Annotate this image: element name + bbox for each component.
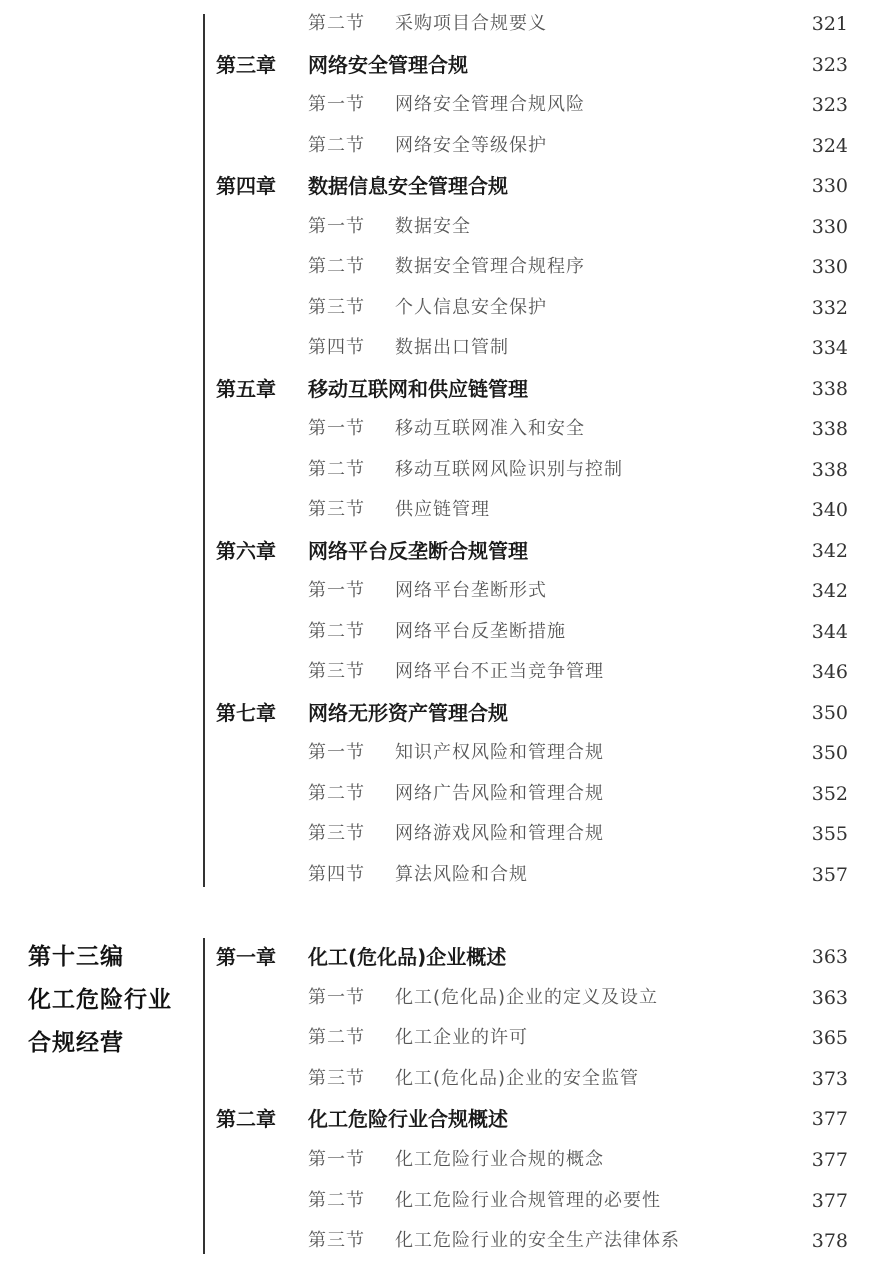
toc-entry-title: 个人信息安全保护 (395, 296, 547, 318)
toc-page-number: 338 (811, 458, 848, 481)
toc-section-row[interactable] (0, 1140, 870, 1180)
toc-entry-label: 第二节 (308, 1027, 365, 1049)
toc-entry-label: 第一节 (308, 742, 365, 763)
toc-page-number: 363 (811, 946, 848, 968)
toc-entry-title: 网络安全管理合规风险 (395, 94, 585, 115)
toc-section-row[interactable] (0, 126, 870, 166)
toc-page-number: 342 (811, 580, 848, 602)
toc-page-number: 352 (811, 782, 848, 805)
toc-entry-label: 第二节 (308, 256, 365, 277)
toc-page-number: 350 (811, 742, 848, 764)
toc-section-row[interactable] (0, 85, 870, 125)
toc-entry-label: 第三节 (308, 823, 365, 844)
toc-page-number: 355 (811, 823, 848, 845)
toc-page-number: 377 (811, 1149, 848, 1171)
toc-entry-label: 第二节 (308, 458, 365, 480)
toc-page-number: 357 (811, 863, 848, 886)
toc-chapter-row[interactable] (0, 1099, 870, 1139)
toc-section-row[interactable] (0, 814, 870, 854)
toc-entry-title: 数据安全管理合规程序 (395, 256, 585, 277)
toc-page-number: 334 (811, 337, 848, 359)
toc-page-number: 338 (811, 377, 848, 400)
toc-entry-label: 第二节 (308, 782, 365, 804)
toc-entry-label: 第二节 (308, 1189, 365, 1211)
toc-page-number: 350 (811, 701, 848, 724)
toc-entry-label: 第四章 (216, 174, 276, 198)
toc-chapter-row[interactable] (0, 693, 870, 733)
toc-chapter-row[interactable] (0, 531, 870, 571)
toc-page-number: 342 (811, 539, 848, 562)
toc-page-number: 377 (811, 1108, 848, 1131)
toc-entry-title: 移动互联网和供应链管理 (308, 376, 528, 401)
toc-entry-title: 网络广告风险和管理合规 (395, 782, 604, 804)
toc-section-row[interactable] (0, 4, 870, 44)
toc-chapter-row[interactable] (0, 937, 870, 977)
toc-entry-label: 第三节 (308, 296, 365, 318)
toc-page-number: 346 (811, 661, 848, 683)
toc-page-number: 340 (811, 499, 848, 521)
toc-entry-title: 网络平台反垄断措施 (395, 620, 566, 642)
toc-entry-label: 第一节 (308, 215, 365, 237)
toc-section-row[interactable] (0, 1018, 870, 1058)
toc-entry-title: 化工危险行业合规概述 (308, 1107, 508, 1132)
part-title-line-2: 合规经营 (28, 1029, 124, 1056)
toc-entry-title: 移动互联网风险识别与控制 (395, 458, 623, 480)
toc-entry-label: 第三节 (308, 661, 365, 682)
toc-entry-label: 第二章 (216, 1107, 276, 1132)
toc-section-row[interactable] (0, 571, 870, 611)
toc-entry-title: 化工(危化品)企业的安全监管 (395, 1067, 640, 1089)
toc-page-number: 373 (811, 1067, 848, 1090)
toc-chapter-row[interactable] (0, 166, 870, 206)
toc-chapter-row[interactable] (0, 369, 870, 409)
toc-entry-title: 知识产权风险和管理合规 (395, 742, 604, 763)
toc-entry-label: 第一节 (308, 418, 365, 439)
toc-section-row[interactable] (0, 328, 870, 368)
toc-page-number: 365 (811, 1027, 848, 1050)
toc-entry-label: 第二节 (308, 134, 365, 156)
toc-page-number: 330 (811, 215, 848, 238)
toc-entry-title: 化工危险行业的安全生产法律体系 (395, 1230, 680, 1252)
toc-section-row[interactable] (0, 490, 870, 530)
toc-entry-label: 第七章 (216, 700, 276, 725)
toc-entry-title: 移动互联网准入和安全 (395, 418, 585, 439)
toc-entry-title: 化工企业的许可 (395, 1027, 528, 1049)
toc-page-number: 321 (811, 13, 848, 35)
toc-page-number: 363 (811, 986, 848, 1009)
toc-entry-title: 数据出口管制 (395, 337, 509, 358)
toc-entry-label: 第三章 (216, 52, 276, 77)
toc-entry-label: 第一节 (308, 986, 365, 1008)
toc-entry-label: 第三节 (308, 499, 365, 520)
toc-entry-title: 采购项目合规要义 (395, 13, 547, 34)
toc-page-number: 344 (811, 620, 848, 643)
toc-entry-title: 网络安全等级保护 (395, 134, 547, 156)
toc-section-row[interactable] (0, 207, 870, 247)
toc-entry-label: 第一节 (308, 94, 365, 115)
toc-section-row[interactable] (0, 978, 870, 1018)
toc-entry-title: 网络平台反垄断合规管理 (308, 538, 528, 563)
toc-page-number: 332 (811, 296, 848, 319)
toc-chapter-row[interactable] (0, 45, 870, 85)
toc-entry-title: 化工危险行业合规管理的必要性 (395, 1189, 661, 1211)
toc-section-row[interactable] (0, 288, 870, 328)
toc-page-number: 378 (811, 1230, 848, 1253)
toc-entry-title: 网络游戏风险和管理合规 (395, 823, 604, 844)
toc-section-row[interactable] (0, 774, 870, 814)
toc-section-row[interactable] (0, 1221, 870, 1261)
toc-entry-label: 第一节 (308, 580, 365, 601)
toc-section-row[interactable] (0, 733, 870, 773)
toc-page-number: 338 (811, 418, 848, 440)
toc-section-row[interactable] (0, 409, 870, 449)
toc-entry-title: 化工(危化品)企业概述 (308, 945, 507, 969)
toc-page-number: 323 (811, 94, 848, 116)
toc-entry-label: 第二节 (308, 620, 365, 642)
toc-section-row[interactable] (0, 450, 870, 490)
toc-entry-title: 网络无形资产管理合规 (308, 700, 508, 725)
toc-page-number: 330 (811, 175, 848, 197)
toc-page-number: 323 (811, 53, 848, 76)
toc-entry-label: 第三节 (308, 1230, 365, 1252)
toc-section-row[interactable] (0, 1059, 870, 1099)
toc-entry-title: 数据信息安全管理合规 (308, 174, 508, 198)
toc-entry-title: 数据安全 (395, 215, 471, 237)
toc-entry-title: 网络平台垄断形式 (395, 580, 547, 601)
toc-entry-label: 第一节 (308, 1149, 365, 1170)
toc-entry-title: 供应链管理 (395, 499, 490, 520)
toc-section-row[interactable] (0, 652, 870, 692)
toc-entry-title: 算法风险和合规 (395, 863, 528, 885)
toc-entry-title: 网络平台不正当竞争管理 (395, 661, 604, 682)
toc-entry-label: 第四节 (308, 337, 365, 358)
toc-section-row[interactable] (0, 247, 870, 287)
toc-page-number: 377 (811, 1189, 848, 1212)
part-number: 第十三编 (28, 943, 124, 970)
toc-entry-label: 第一章 (216, 945, 276, 969)
toc-entry-label: 第二节 (308, 13, 365, 34)
toc-page-number: 330 (811, 256, 848, 278)
toc-entry-title: 网络安全管理合规 (308, 52, 468, 77)
part-title-line-1: 化工危险行业 (28, 986, 172, 1013)
toc-entry-label: 第四节 (308, 863, 365, 885)
toc-page-number: 324 (811, 134, 848, 157)
toc-section-row[interactable] (0, 855, 870, 895)
toc-entry-label: 第三节 (308, 1067, 365, 1089)
toc-entry-label: 第五章 (216, 376, 276, 401)
toc-entry-title: 化工危险行业合规的概念 (395, 1149, 604, 1170)
toc-section-row[interactable] (0, 1181, 870, 1221)
toc-entry-title: 化工(危化品)企业的定义及设立 (395, 986, 659, 1008)
toc-section-row[interactable] (0, 612, 870, 652)
toc-entry-label: 第六章 (216, 538, 276, 563)
